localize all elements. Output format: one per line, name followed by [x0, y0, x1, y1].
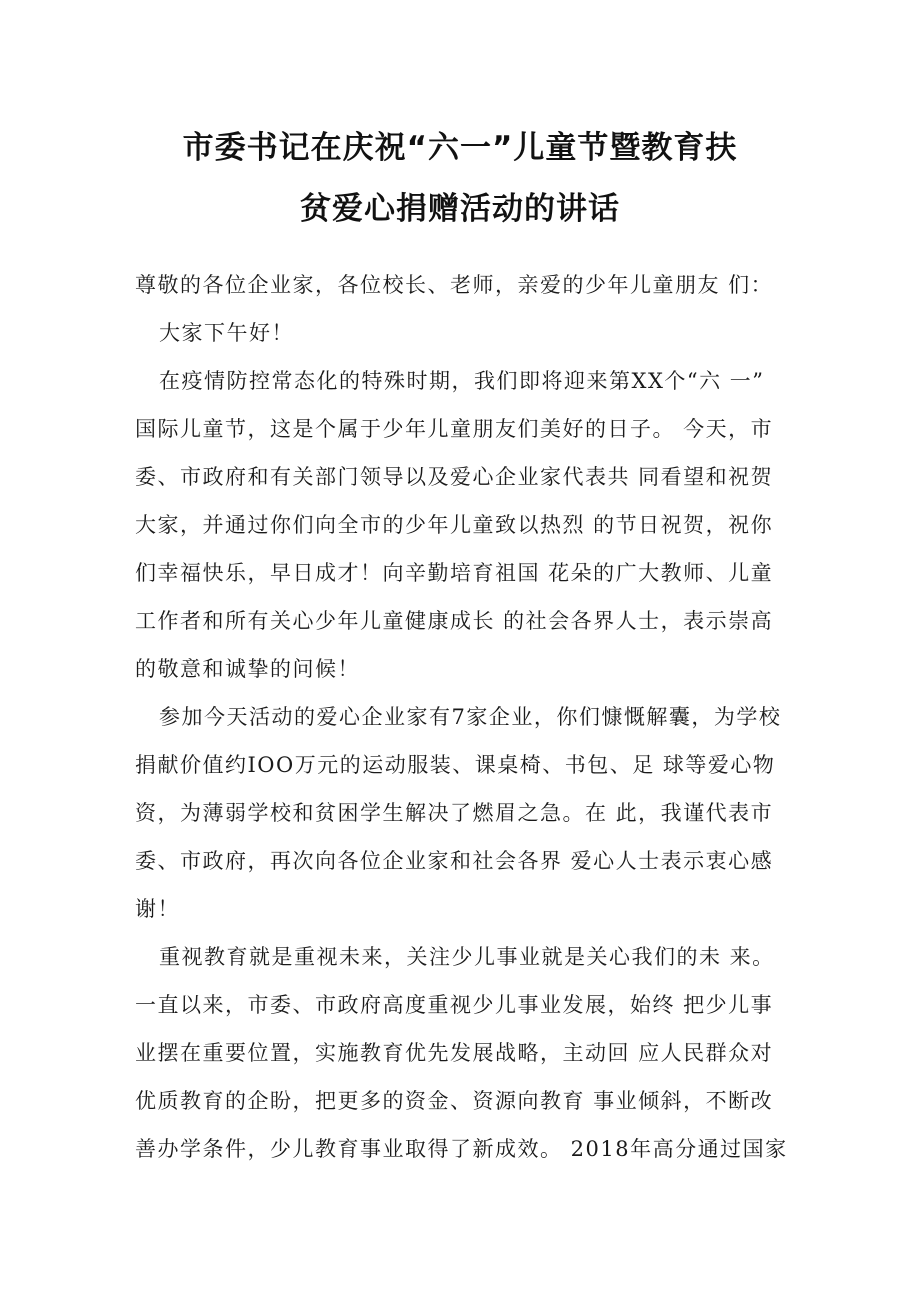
paragraph-1-line-7: 的敬意和诚挚的问候！ [135, 657, 360, 681]
paragraph-2-line-2: 捐献价值约IOO万元的运动服装、课桌椅、书包、足 球等爱心物 [135, 753, 776, 777]
document-title-line-2: 贫爱心捐赠活动的讲话 [300, 191, 620, 227]
paragraph-1-line-6: 工作者和所有关心少年儿童健康成长 的社会各界人士，表示崇高 [135, 609, 774, 633]
document-title-line-1: 市委书记在庆祝“六一”儿童节暨教育扶 [182, 130, 738, 166]
paragraph-3-line-5: 善办学条件，少儿教育事业取得了新成效。 2018年高分通过国家 [135, 1137, 788, 1161]
paragraph-2-line-4: 委、市政府，再次向各位企业家和社会各界 爱心人士表示衷心感 [135, 849, 774, 873]
paragraph-3-line-1: 重视教育就是重视未来，关注少儿事业就是关心我们的未 来。 [159, 945, 775, 969]
salutation-line: 尊敬的各位企业家，各位校长、老师，亲爱的少年儿童朋友 们： [135, 273, 774, 297]
paragraph-2-line-3: 资，为薄弱学校和贫困学生解决了燃眉之急。在 此，我谨代表市 [135, 801, 774, 825]
paragraph-1-line-2: 国际儿童节，这是个属于少年儿童朋友们美好的日子。 今天，市 [135, 417, 774, 441]
paragraph-2-line-5: 谢！ [135, 897, 180, 921]
paragraph-3-line-2: 一直以来，市委、市政府高度重视少儿事业发展，始终 把少儿事 [135, 993, 774, 1017]
paragraph-1-line-3: 委、市政府和有关部门领导以及爱心企业家代表共 同看望和祝贺 [135, 465, 774, 489]
paragraph-1-line-1: 在疫情防控常态化的特殊时期，我们即将迎来第XX个“六 一” [159, 369, 765, 393]
paragraph-3-line-4: 优质教育的企盼，把更多的资金、资源向教育 事业倾斜，不断改 [135, 1089, 774, 1113]
greeting-line: 大家下午好！ [159, 321, 294, 345]
paragraph-1-line-4: 大家，并通过你们向全市的少年儿童致以热烈 的节日祝贺，祝你 [135, 513, 774, 537]
paragraph-1-line-5: 们幸福快乐，早日成才！向辛勤培育祖国 花朵的广大教师、儿童 [135, 561, 774, 585]
paragraph-3-line-3: 业摆在重要位置，实施教育优先发展战略，主动回 应人民群众对 [135, 1041, 774, 1065]
paragraph-2-line-1: 参加今天活动的爱心企业家有7家企业，你们慷慨解囊，为学校 [159, 705, 782, 729]
